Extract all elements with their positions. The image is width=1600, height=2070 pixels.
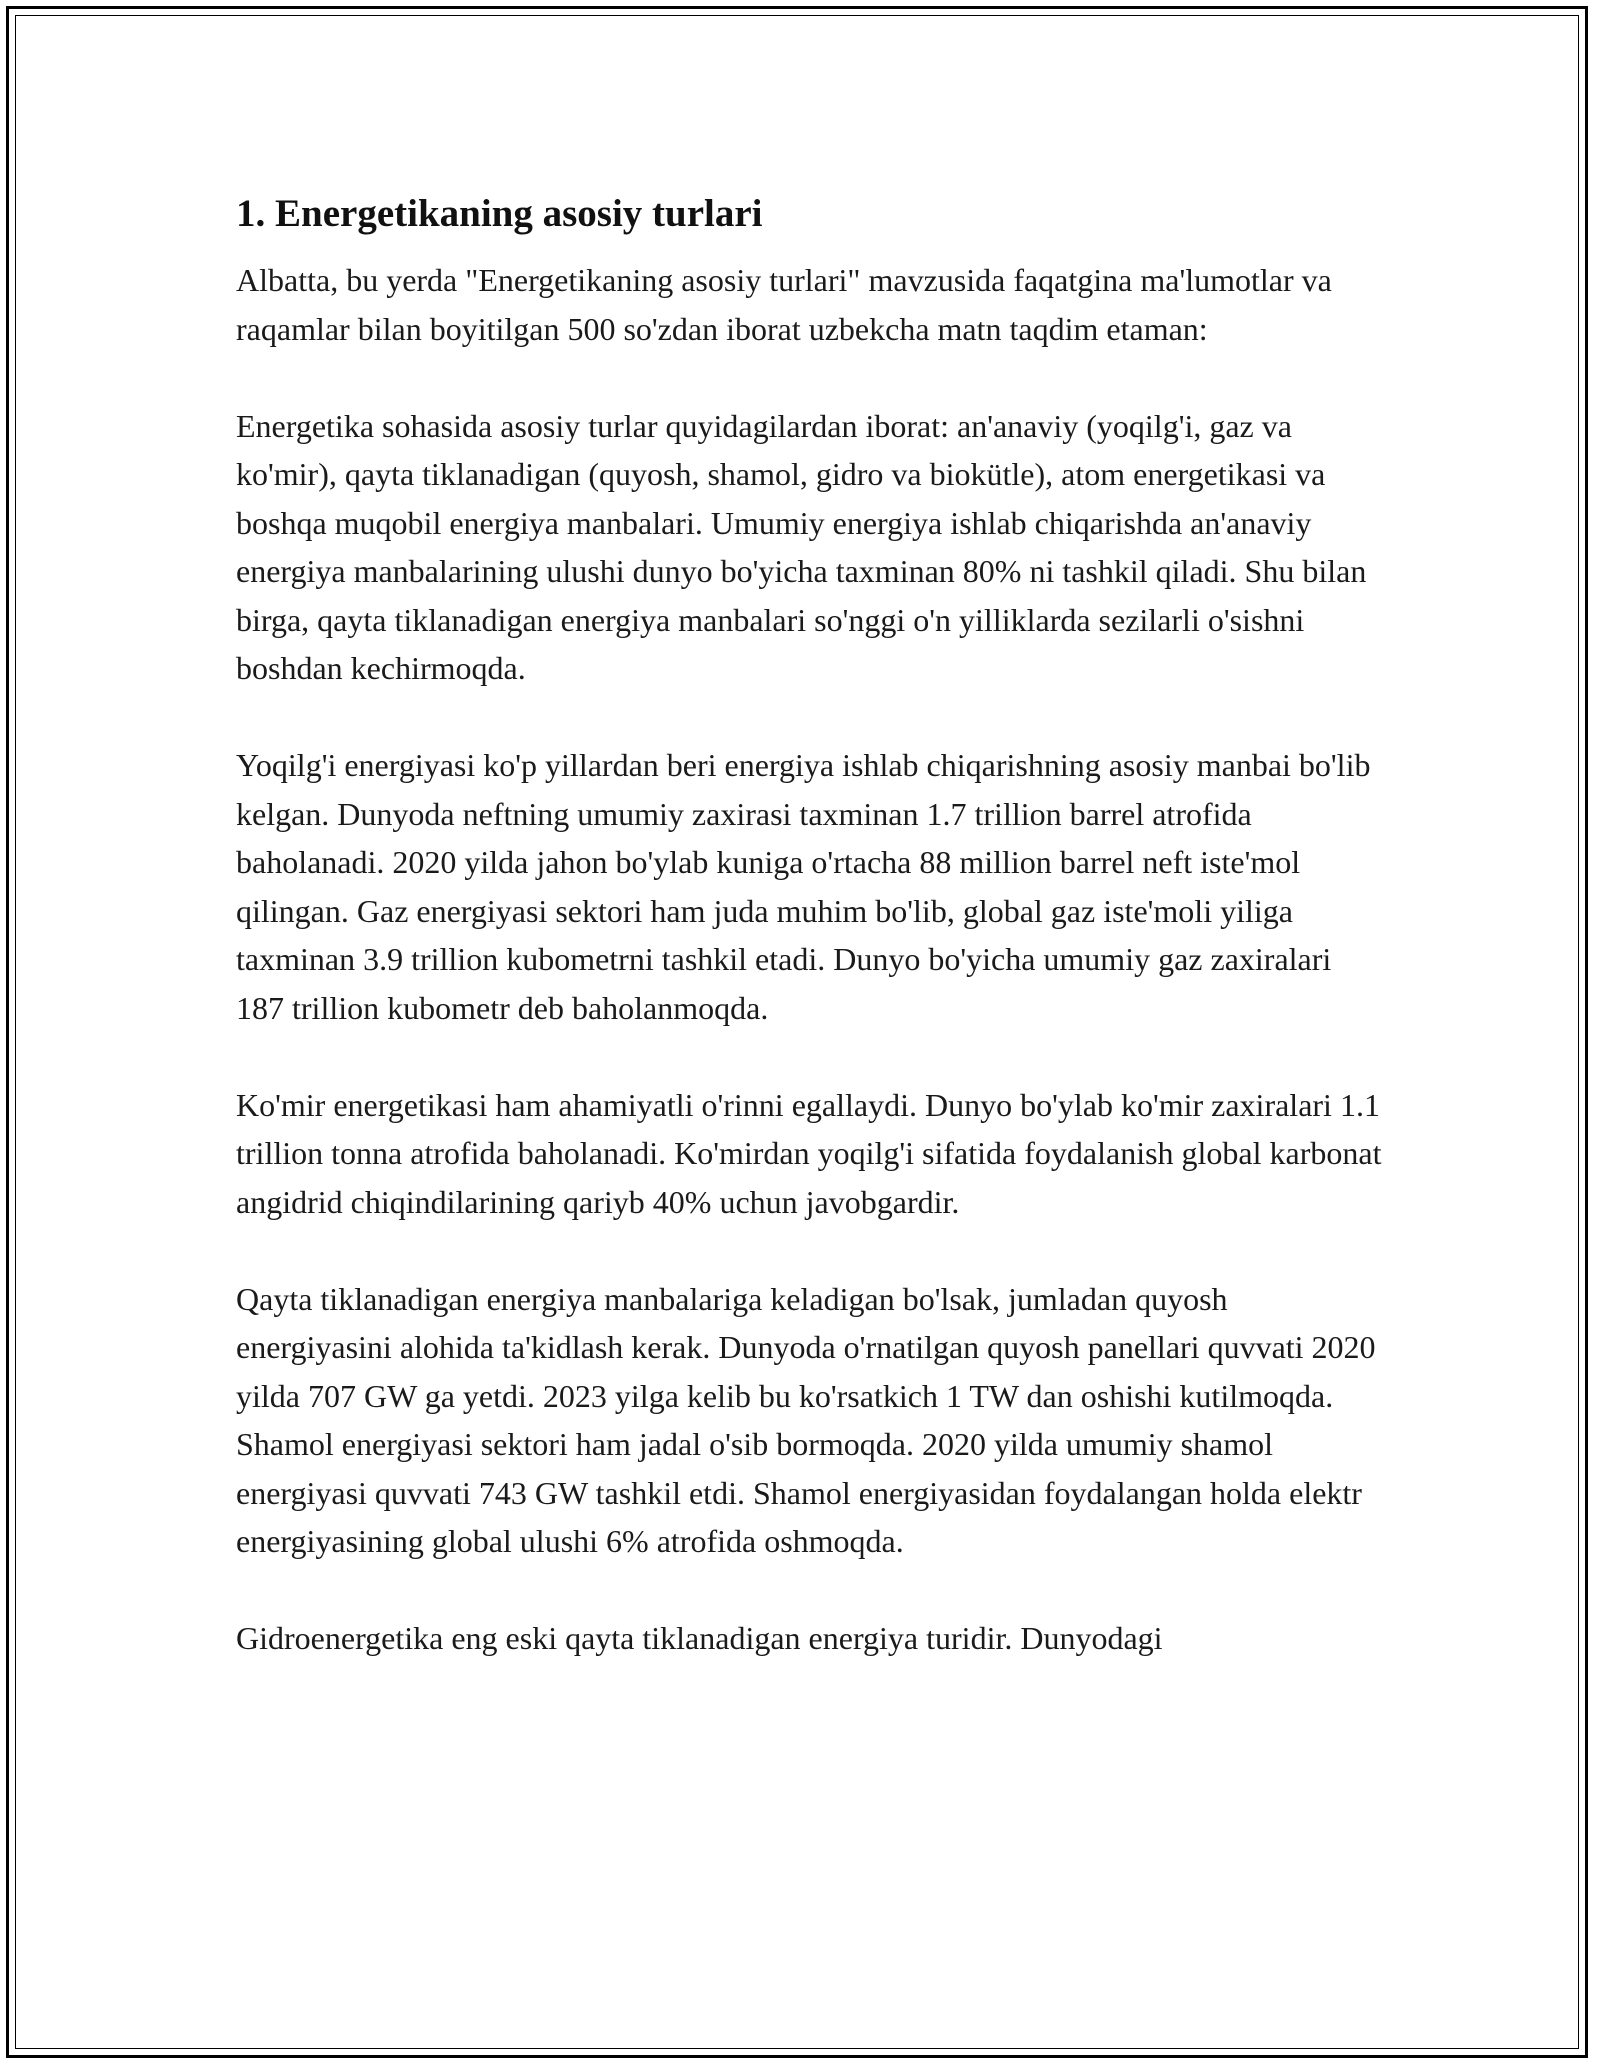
paragraph-coal-energy: Ko'mir energetikasi ham ahamiyatli o'rinni egallaydi. Dunyo bo'ylab ko'mir zaxiralari 1.1 trillion tonna atrofida baholanadi. Ko'mirdan yoqilg'i sifatida foydalanish global karbonat angidrid chiqindilarining qariyb 40% uchun javobgardir. <box>236 1086 1382 1220</box>
section-heading: 1. Energetikaning asosiy turlari <box>236 192 763 235</box>
paragraph-renewable-energy: Qayta tiklanadigan energiya manbalariga keladigan bo'lsak, jumladan quyosh energiyasini alohida ta'kidlash kerak. Dunyoda o'rnatilgan quyosh panellari quvvati 2020 yilda 707 GW ga yetdi. 2023 yilga kelib bu ko'rsatkich 1 TW dan oshishi kutilmoqda. Shamol energiyasi sektori ham jadal o'sib bormoqda. 2020 yilda umumiy shamol energiyasi quvvati 743 GW tashkil etdi. Shamol energiyasidan foydalangan holda elektr energiyasining global ulushi 6% atrofida oshmoqda. <box>236 1280 1376 1559</box>
document-body <box>236 188 1386 1711</box>
paragraph-fuel-energy: Yoqilg'i energiyasi ko'p yillardan beri energiya ishlab chiqarishning asosiy manbai bo'lib kelgan. Dunyoda neftning umumiy zaxirasi taxminan 1.7 trillion barrel atrofida baholanadi. 2020 yilda jahon bo'ylab kuniga o'rtacha 88 million barrel neft iste'mol qilingan. Gaz energiyasi sektori ham juda muhim bo'lib, global gaz iste'moli yiliga taxminan 3.9 trillion kubometrni tashkil etadi. Dunyo bo'yicha umumiy gaz zaxiralari 187 trillion kubometr deb baholanmoqda. <box>236 747 1371 1026</box>
paragraph-hydro-energy: Gidroenergetika eng eski qayta tiklanadigan energiya turidir. Dunyodagi <box>236 1620 1163 1656</box>
paragraph-energy-types: Energetika sohasida asosiy turlar quyidagilardan iborat: an'anaviy (yoqilg'i, gaz va ko'mir), qayta tiklanadigan (quyosh, shamol, gidro va biokütle), atom energetikasi va boshqa muqobil energiya manbalari. Umumiy energiya ishlab chiqarishda an'anaviy energiya manbalarining ulushi dunyo bo'yicha taxminan 80% ni tashkil qiladi. Shu bilan birga, qayta tiklanadigan energiya manbalari so'nggi o'n yilliklarda sezilarli o'sishni boshdan kechirmoqda. <box>236 407 1367 686</box>
paragraph-intro: Albatta, bu yerda "Energetikaning asosiy turlari" mavzusida faqatgina ma'lumotlar va raqamlar bilan boyitilgan 500 so'zdan iborat uzbekcha matn taqdim etaman: <box>236 262 1332 347</box>
